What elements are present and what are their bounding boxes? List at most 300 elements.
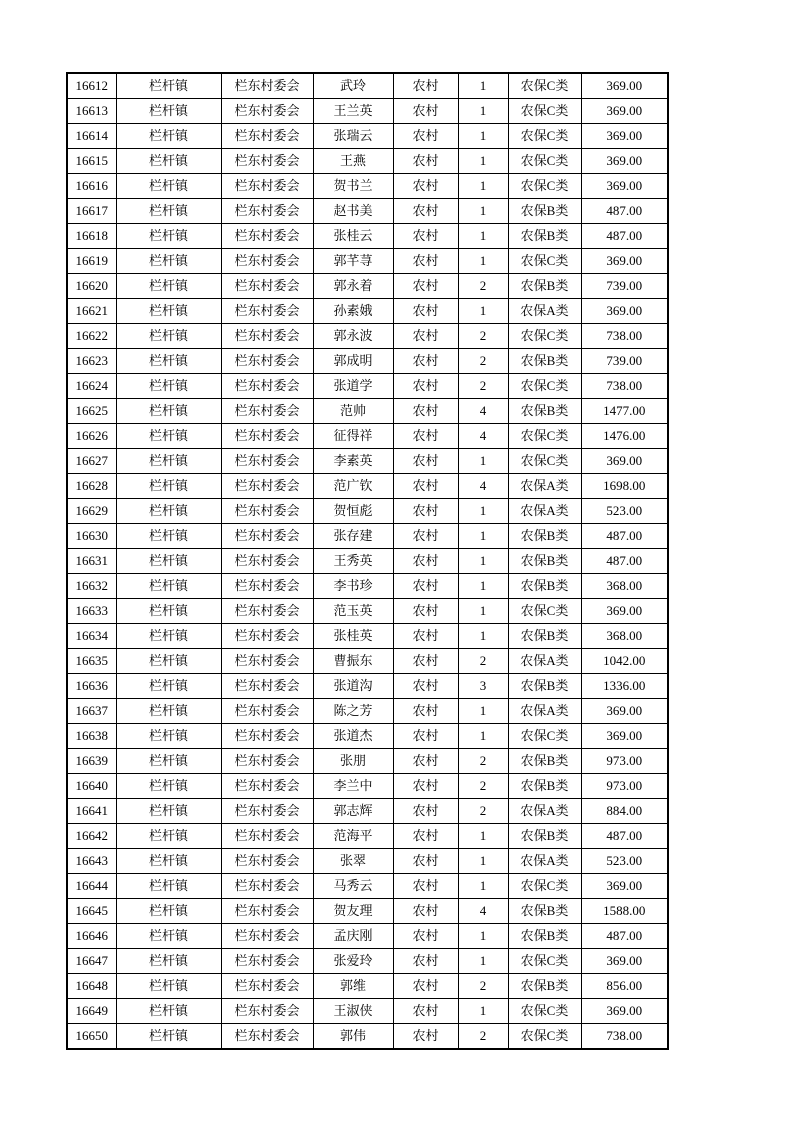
- cell-category: 农保A类: [508, 799, 581, 824]
- cell-village: 栏东村委会: [221, 99, 313, 124]
- cell-residence: 农村: [393, 624, 458, 649]
- cell-amount: 487.00: [581, 549, 668, 574]
- cell-serial: 16625: [67, 399, 116, 424]
- cell-name: 曹振东: [313, 649, 393, 674]
- cell-name: 张存建: [313, 524, 393, 549]
- table-row: [67, 324, 668, 349]
- cell-town: 栏杆镇: [116, 774, 221, 799]
- cell-amount: 368.00: [581, 574, 668, 599]
- table-row: [67, 73, 668, 99]
- cell-residence: 农村: [393, 899, 458, 924]
- table-row: [67, 174, 668, 199]
- cell-amount: 369.00: [581, 699, 668, 724]
- cell-persons: 2: [458, 774, 508, 799]
- cell-category: 农保B类: [508, 924, 581, 949]
- cell-serial: 16649: [67, 999, 116, 1024]
- cell-residence: 农村: [393, 649, 458, 674]
- cell-residence: 农村: [393, 149, 458, 174]
- cell-village: 栏东村委会: [221, 1024, 313, 1050]
- cell-village: 栏东村委会: [221, 224, 313, 249]
- cell-persons: 1: [458, 549, 508, 574]
- table-row: [67, 499, 668, 524]
- cell-amount: 856.00: [581, 974, 668, 999]
- cell-village: 栏东村委会: [221, 349, 313, 374]
- cell-category: 农保B类: [508, 349, 581, 374]
- cell-name: 张桂英: [313, 624, 393, 649]
- cell-name: 郭成明: [313, 349, 393, 374]
- table-row: [67, 199, 668, 224]
- cell-serial: 16648: [67, 974, 116, 999]
- cell-persons: 2: [458, 799, 508, 824]
- cell-residence: 农村: [393, 299, 458, 324]
- cell-village: 栏东村委会: [221, 874, 313, 899]
- cell-village: 栏东村委会: [221, 949, 313, 974]
- cell-persons: 1: [458, 449, 508, 474]
- cell-village: 栏东村委会: [221, 73, 313, 99]
- cell-town: 栏杆镇: [116, 149, 221, 174]
- cell-amount: 1042.00: [581, 649, 668, 674]
- cell-persons: 1: [458, 524, 508, 549]
- cell-serial: 16646: [67, 924, 116, 949]
- cell-name: 范广钦: [313, 474, 393, 499]
- cell-town: 栏杆镇: [116, 124, 221, 149]
- cell-village: 栏东村委会: [221, 924, 313, 949]
- cell-town: 栏杆镇: [116, 349, 221, 374]
- table-body: [67, 73, 668, 1049]
- cell-village: 栏东村委会: [221, 749, 313, 774]
- cell-serial: 16629: [67, 499, 116, 524]
- cell-town: 栏杆镇: [116, 899, 221, 924]
- cell-persons: 1: [458, 599, 508, 624]
- cell-category: 农保C类: [508, 949, 581, 974]
- cell-residence: 农村: [393, 1024, 458, 1050]
- cell-category: 农保C类: [508, 249, 581, 274]
- cell-village: 栏东村委会: [221, 324, 313, 349]
- cell-persons: 1: [458, 624, 508, 649]
- cell-village: 栏东村委会: [221, 574, 313, 599]
- cell-serial: 16631: [67, 549, 116, 574]
- cell-category: 农保A类: [508, 499, 581, 524]
- cell-residence: 农村: [393, 924, 458, 949]
- cell-name: 郭志辉: [313, 799, 393, 824]
- cell-amount: 523.00: [581, 849, 668, 874]
- cell-serial: 16638: [67, 724, 116, 749]
- cell-persons: 2: [458, 349, 508, 374]
- cell-serial: 16630: [67, 524, 116, 549]
- cell-town: 栏杆镇: [116, 499, 221, 524]
- cell-persons: 3: [458, 674, 508, 699]
- cell-name: 贺书兰: [313, 174, 393, 199]
- cell-serial: 16623: [67, 349, 116, 374]
- cell-persons: 4: [458, 424, 508, 449]
- cell-persons: 1: [458, 699, 508, 724]
- cell-persons: 1: [458, 299, 508, 324]
- table-row: [67, 424, 668, 449]
- cell-serial: 16642: [67, 824, 116, 849]
- cell-serial: 16633: [67, 599, 116, 624]
- cell-name: 武玲: [313, 73, 393, 99]
- cell-residence: 农村: [393, 124, 458, 149]
- cell-category: 农保C类: [508, 174, 581, 199]
- table-row: [67, 674, 668, 699]
- cell-serial: 16615: [67, 149, 116, 174]
- cell-town: 栏杆镇: [116, 674, 221, 699]
- cell-residence: 农村: [393, 449, 458, 474]
- cell-name: 李兰中: [313, 774, 393, 799]
- cell-serial: 16641: [67, 799, 116, 824]
- cell-amount: 487.00: [581, 199, 668, 224]
- cell-town: 栏杆镇: [116, 974, 221, 999]
- cell-town: 栏杆镇: [116, 849, 221, 874]
- cell-amount: 369.00: [581, 99, 668, 124]
- cell-village: 栏东村委会: [221, 724, 313, 749]
- table-row: [67, 949, 668, 974]
- cell-village: 栏东村委会: [221, 299, 313, 324]
- cell-residence: 农村: [393, 374, 458, 399]
- table-row: [67, 799, 668, 824]
- cell-persons: 2: [458, 974, 508, 999]
- cell-serial: 16613: [67, 99, 116, 124]
- cell-serial: 16626: [67, 424, 116, 449]
- table-row: [67, 374, 668, 399]
- cell-name: 张道沟: [313, 674, 393, 699]
- cell-amount: 487.00: [581, 224, 668, 249]
- cell-amount: 1477.00: [581, 399, 668, 424]
- cell-serial: 16628: [67, 474, 116, 499]
- cell-amount: 1476.00: [581, 424, 668, 449]
- cell-category: 农保C类: [508, 724, 581, 749]
- cell-persons: 1: [458, 174, 508, 199]
- cell-village: 栏东村委会: [221, 899, 313, 924]
- cell-name: 郭维: [313, 974, 393, 999]
- cell-serial: 16636: [67, 674, 116, 699]
- table-row: [67, 99, 668, 124]
- cell-town: 栏杆镇: [116, 1024, 221, 1050]
- cell-name: 李书珍: [313, 574, 393, 599]
- cell-serial: 16644: [67, 874, 116, 899]
- table-row: [67, 649, 668, 674]
- cell-serial: 16617: [67, 199, 116, 224]
- cell-town: 栏杆镇: [116, 524, 221, 549]
- cell-serial: 16643: [67, 849, 116, 874]
- cell-name: 郭伟: [313, 1024, 393, 1050]
- cell-town: 栏杆镇: [116, 449, 221, 474]
- table-row: [67, 874, 668, 899]
- cell-residence: 农村: [393, 249, 458, 274]
- cell-serial: 16621: [67, 299, 116, 324]
- cell-persons: 2: [458, 1024, 508, 1050]
- cell-village: 栏东村委会: [221, 999, 313, 1024]
- cell-village: 栏东村委会: [221, 199, 313, 224]
- cell-category: 农保A类: [508, 474, 581, 499]
- cell-residence: 农村: [393, 549, 458, 574]
- cell-name: 张爱玲: [313, 949, 393, 974]
- cell-name: 张道杰: [313, 724, 393, 749]
- cell-name: 赵书美: [313, 199, 393, 224]
- cell-category: 农保C类: [508, 374, 581, 399]
- cell-amount: 369.00: [581, 874, 668, 899]
- cell-amount: 369.00: [581, 299, 668, 324]
- cell-residence: 农村: [393, 824, 458, 849]
- cell-serial: 16637: [67, 699, 116, 724]
- cell-category: 农保B类: [508, 674, 581, 699]
- cell-category: 农保C类: [508, 1024, 581, 1050]
- cell-village: 栏东村委会: [221, 524, 313, 549]
- cell-village: 栏东村委会: [221, 124, 313, 149]
- cell-town: 栏杆镇: [116, 574, 221, 599]
- cell-category: 农保B类: [508, 574, 581, 599]
- cell-category: 农保C类: [508, 324, 581, 349]
- cell-amount: 369.00: [581, 449, 668, 474]
- cell-persons: 1: [458, 924, 508, 949]
- cell-amount: 369.00: [581, 149, 668, 174]
- cell-name: 范帅: [313, 399, 393, 424]
- cell-serial: 16647: [67, 949, 116, 974]
- cell-amount: 739.00: [581, 349, 668, 374]
- cell-amount: 369.00: [581, 249, 668, 274]
- cell-town: 栏杆镇: [116, 749, 221, 774]
- cell-town: 栏杆镇: [116, 249, 221, 274]
- cell-persons: 1: [458, 949, 508, 974]
- cell-town: 栏杆镇: [116, 399, 221, 424]
- cell-category: 农保C类: [508, 149, 581, 174]
- cell-name: 郭永着: [313, 274, 393, 299]
- cell-amount: 368.00: [581, 624, 668, 649]
- cell-town: 栏杆镇: [116, 424, 221, 449]
- cell-persons: 4: [458, 899, 508, 924]
- cell-town: 栏杆镇: [116, 924, 221, 949]
- cell-persons: 1: [458, 574, 508, 599]
- cell-serial: 16645: [67, 899, 116, 924]
- cell-village: 栏东村委会: [221, 624, 313, 649]
- cell-category: 农保B类: [508, 899, 581, 924]
- table-row: [67, 749, 668, 774]
- cell-town: 栏杆镇: [116, 599, 221, 624]
- table-row: [67, 624, 668, 649]
- cell-serial: 16635: [67, 649, 116, 674]
- table-row: [67, 449, 668, 474]
- cell-category: 农保B类: [508, 224, 581, 249]
- cell-category: 农保B类: [508, 399, 581, 424]
- cell-persons: 2: [458, 274, 508, 299]
- cell-persons: 1: [458, 124, 508, 149]
- table-row: [67, 1024, 668, 1050]
- cell-persons: 2: [458, 749, 508, 774]
- cell-amount: 487.00: [581, 924, 668, 949]
- cell-category: 农保C类: [508, 124, 581, 149]
- cell-persons: 2: [458, 374, 508, 399]
- cell-category: 农保A类: [508, 699, 581, 724]
- cell-category: 农保B类: [508, 824, 581, 849]
- cell-village: 栏东村委会: [221, 849, 313, 874]
- cell-name: 贺友理: [313, 899, 393, 924]
- cell-name: 贺恒彪: [313, 499, 393, 524]
- cell-village: 栏东村委会: [221, 424, 313, 449]
- cell-amount: 1588.00: [581, 899, 668, 924]
- cell-amount: 884.00: [581, 799, 668, 824]
- cell-residence: 农村: [393, 674, 458, 699]
- table-row: [67, 574, 668, 599]
- cell-town: 栏杆镇: [116, 874, 221, 899]
- cell-persons: 1: [458, 499, 508, 524]
- cell-name: 张朋: [313, 749, 393, 774]
- cell-category: 农保B类: [508, 749, 581, 774]
- cell-residence: 农村: [393, 324, 458, 349]
- cell-town: 栏杆镇: [116, 799, 221, 824]
- cell-town: 栏杆镇: [116, 174, 221, 199]
- cell-name: 张瑞云: [313, 124, 393, 149]
- cell-name: 孟庆刚: [313, 924, 393, 949]
- cell-village: 栏东村委会: [221, 599, 313, 624]
- cell-town: 栏杆镇: [116, 824, 221, 849]
- cell-amount: 369.00: [581, 124, 668, 149]
- cell-persons: 1: [458, 724, 508, 749]
- cell-persons: 1: [458, 199, 508, 224]
- cell-persons: 1: [458, 224, 508, 249]
- cell-town: 栏杆镇: [116, 324, 221, 349]
- cell-town: 栏杆镇: [116, 374, 221, 399]
- cell-persons: 1: [458, 849, 508, 874]
- cell-village: 栏东村委会: [221, 974, 313, 999]
- cell-residence: 农村: [393, 749, 458, 774]
- cell-amount: 973.00: [581, 749, 668, 774]
- cell-category: 农保A类: [508, 849, 581, 874]
- cell-residence: 农村: [393, 73, 458, 99]
- cell-category: 农保C类: [508, 449, 581, 474]
- cell-town: 栏杆镇: [116, 999, 221, 1024]
- cell-town: 栏杆镇: [116, 699, 221, 724]
- cell-name: 王兰英: [313, 99, 393, 124]
- table-row: [67, 249, 668, 274]
- cell-persons: 1: [458, 149, 508, 174]
- cell-town: 栏杆镇: [116, 299, 221, 324]
- table-row: [67, 124, 668, 149]
- cell-category: 农保B类: [508, 774, 581, 799]
- cell-residence: 农村: [393, 699, 458, 724]
- cell-residence: 农村: [393, 999, 458, 1024]
- cell-amount: 369.00: [581, 724, 668, 749]
- cell-village: 栏东村委会: [221, 174, 313, 199]
- table-row: [67, 474, 668, 499]
- cell-residence: 农村: [393, 574, 458, 599]
- cell-persons: 4: [458, 399, 508, 424]
- cell-category: 农保A类: [508, 649, 581, 674]
- cell-residence: 农村: [393, 599, 458, 624]
- cell-residence: 农村: [393, 199, 458, 224]
- table-row: [67, 924, 668, 949]
- table-row: [67, 399, 668, 424]
- cell-amount: 1336.00: [581, 674, 668, 699]
- cell-town: 栏杆镇: [116, 73, 221, 99]
- cell-category: 农保C类: [508, 999, 581, 1024]
- cell-amount: 487.00: [581, 824, 668, 849]
- cell-village: 栏东村委会: [221, 149, 313, 174]
- cell-category: 农保B类: [508, 624, 581, 649]
- cell-amount: 523.00: [581, 499, 668, 524]
- cell-residence: 农村: [393, 849, 458, 874]
- cell-town: 栏杆镇: [116, 99, 221, 124]
- cell-village: 栏东村委会: [221, 249, 313, 274]
- cell-residence: 农村: [393, 174, 458, 199]
- cell-category: 农保C类: [508, 424, 581, 449]
- cell-serial: 16619: [67, 249, 116, 274]
- table-row: [67, 299, 668, 324]
- cell-category: 农保A类: [508, 299, 581, 324]
- cell-residence: 农村: [393, 799, 458, 824]
- cell-persons: 1: [458, 249, 508, 274]
- cell-residence: 农村: [393, 774, 458, 799]
- table-row: [67, 999, 668, 1024]
- cell-name: 范玉英: [313, 599, 393, 624]
- cell-amount: 369.00: [581, 73, 668, 99]
- cell-name: 郭芊荨: [313, 249, 393, 274]
- cell-town: 栏杆镇: [116, 724, 221, 749]
- cell-category: 农保B类: [508, 974, 581, 999]
- cell-village: 栏东村委会: [221, 799, 313, 824]
- table-row: [67, 774, 668, 799]
- cell-residence: 农村: [393, 724, 458, 749]
- cell-serial: 16627: [67, 449, 116, 474]
- table-row: [67, 224, 668, 249]
- cell-amount: 739.00: [581, 274, 668, 299]
- cell-residence: 农村: [393, 349, 458, 374]
- cell-serial: 16650: [67, 1024, 116, 1050]
- cell-name: 郭永波: [313, 324, 393, 349]
- cell-town: 栏杆镇: [116, 474, 221, 499]
- cell-serial: 16616: [67, 174, 116, 199]
- cell-residence: 农村: [393, 424, 458, 449]
- cell-name: 陈之芳: [313, 699, 393, 724]
- cell-village: 栏东村委会: [221, 399, 313, 424]
- cell-village: 栏东村委会: [221, 374, 313, 399]
- cell-persons: 1: [458, 874, 508, 899]
- cell-serial: 16620: [67, 274, 116, 299]
- cell-name: 王燕: [313, 149, 393, 174]
- table-row: [67, 149, 668, 174]
- table-row: [67, 974, 668, 999]
- cell-amount: 487.00: [581, 524, 668, 549]
- table-row: [67, 824, 668, 849]
- cell-persons: 4: [458, 474, 508, 499]
- cell-persons: 1: [458, 999, 508, 1024]
- cell-amount: 369.00: [581, 174, 668, 199]
- table-row: [67, 699, 668, 724]
- cell-village: 栏东村委会: [221, 549, 313, 574]
- cell-town: 栏杆镇: [116, 624, 221, 649]
- cell-village: 栏东村委会: [221, 474, 313, 499]
- cell-name: 张桂云: [313, 224, 393, 249]
- cell-serial: 16632: [67, 574, 116, 599]
- cell-residence: 农村: [393, 474, 458, 499]
- cell-name: 孙素娥: [313, 299, 393, 324]
- benefits-table: [66, 72, 669, 1050]
- cell-category: 农保C类: [508, 874, 581, 899]
- cell-category: 农保B类: [508, 199, 581, 224]
- cell-persons: 2: [458, 649, 508, 674]
- cell-amount: 369.00: [581, 949, 668, 974]
- cell-name: 张翠: [313, 849, 393, 874]
- cell-serial: 16622: [67, 324, 116, 349]
- table-row: [67, 599, 668, 624]
- cell-residence: 农村: [393, 399, 458, 424]
- cell-serial: 16618: [67, 224, 116, 249]
- cell-residence: 农村: [393, 974, 458, 999]
- table-row: [67, 549, 668, 574]
- cell-town: 栏杆镇: [116, 199, 221, 224]
- cell-village: 栏东村委会: [221, 824, 313, 849]
- cell-name: 征得祥: [313, 424, 393, 449]
- cell-village: 栏东村委会: [221, 674, 313, 699]
